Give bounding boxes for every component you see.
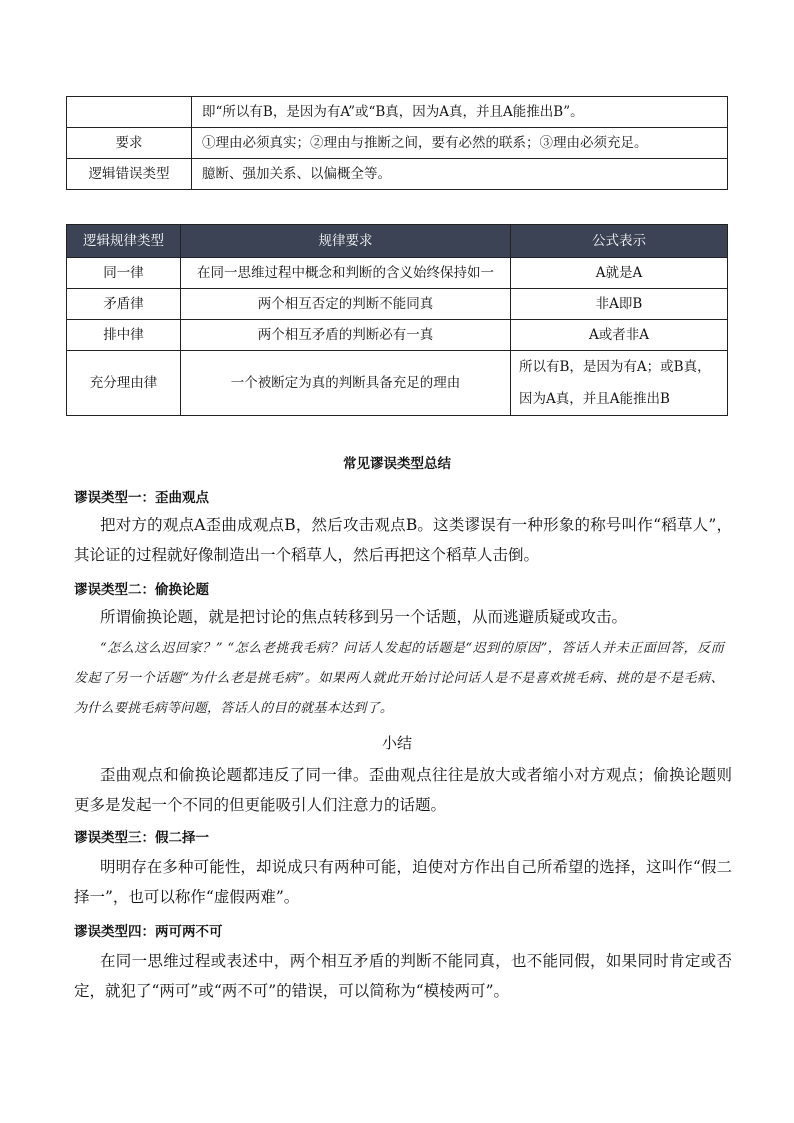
column-header-requirement: 规律要求	[181, 225, 511, 258]
logic-laws-table	[66, 224, 728, 416]
table-row	[67, 97, 728, 128]
reasoning-table	[66, 96, 728, 190]
fallacy-paragraph-2: 所谓偷换论题，就是把讨论的焦点转移到另一个话题，从而逃避质疑或攻击。	[100, 608, 628, 626]
summary-title: 小结	[381, 734, 412, 752]
law-type-cell: 充分理由律	[67, 351, 181, 416]
table-cell-label: 逻辑错误类型	[67, 159, 192, 190]
table-cell-label	[67, 97, 192, 128]
formula-line: 因为A真，并且A能推出B	[519, 391, 670, 407]
table-cell-text: ①理由必须真实；②理由与推断之间，要有必然的联系；③理由必须充足。	[192, 128, 728, 159]
fallacy-example-2: “怎么这么迟回家？” “怎么老挑我毛病？问话人发起的话题是“迟到的原因”，答话人并未正面回答，反而发起了另一个话题“为什么老是挑毛病”。如果两人就此开始讨论问话人是不是喜欢挑毛病、挑的是不是毛病、为什么要挑毛病等问题，答话人的目的就基本达到了。	[74, 641, 724, 716]
summary-paragraph: 歪曲观点和偷换论题都违反了同一律。歪曲观点往往是放大或者缩小对方观点；偷换论题则更多是发起一个不同的但更能吸引人们注意力的话题。	[74, 766, 732, 814]
fallacy-heading-1: 谬误类型一：歪曲观点	[74, 490, 209, 506]
fallacy-paragraph-1: 把对方的观点A歪曲成观点B，然后攻击观点B。这类谬误有一种形象的称号叫作“稻草人”，其论证的过程就好像制造出一个稻草人，然后再把这个稻草人击倒。	[74, 516, 732, 564]
fallacy-heading-4: 谬误类型四：两可两不可	[74, 924, 223, 940]
table-cell-text: 臆断、强加关系、以偏概全等。	[192, 159, 728, 190]
table-header-row	[67, 225, 728, 258]
fallacy-heading-3: 谬误类型三：假二择一	[74, 830, 209, 846]
law-type-cell: 矛盾律	[67, 289, 181, 320]
table-row	[67, 128, 728, 159]
law-requirement-cell: 一个被断定为真的判断具备充足的理由	[181, 351, 511, 416]
formula-line: 所以有B，是因为有A；或B真，	[519, 359, 711, 375]
table-row	[67, 258, 728, 289]
table-row	[67, 320, 728, 351]
law-type-cell: 排中律	[67, 320, 181, 351]
column-header-type: 逻辑规律类型	[67, 225, 181, 258]
table-row	[67, 289, 728, 320]
table-row	[67, 351, 728, 416]
column-header-formula: 公式表示	[511, 225, 728, 258]
section-title: 常见谬误类型总结	[343, 456, 451, 472]
fallacy-paragraph-4: 在同一思维过程或表述中，两个相互矛盾的判断不能同真，也不能同假，如果同时肯定或否定，就犯了“两可”或“两不可”的错误，可以简称为“模棱两可”。	[74, 952, 732, 1000]
fallacy-paragraph-3: 明明存在多种可能性，却说成只有两种可能，迫使对方作出自己所希望的选择，这叫作“假二择一”，也可以称作“虚假两难”。	[74, 858, 732, 906]
law-formula-cell: A或者非A	[511, 320, 728, 351]
law-formula-cell: 非A即B	[511, 289, 728, 320]
law-formula-cell	[511, 351, 728, 416]
law-requirement-cell: 两个相互矛盾的判断必有一真	[181, 320, 511, 351]
law-requirement-cell: 两个相互否定的判断不能同真	[181, 289, 511, 320]
table-cell-label: 要求	[67, 128, 192, 159]
table-cell-text: 即“所以有B，是因为有A”或“B真，因为A真，并且A能推出B”。	[192, 97, 728, 128]
table-row	[67, 159, 728, 190]
law-requirement-cell: 在同一思维过程中概念和判断的含义始终保持如一	[181, 258, 511, 289]
law-formula-cell: A就是A	[511, 258, 728, 289]
law-type-cell: 同一律	[67, 258, 181, 289]
fallacy-heading-2: 谬误类型二：偷换论题	[74, 582, 209, 598]
